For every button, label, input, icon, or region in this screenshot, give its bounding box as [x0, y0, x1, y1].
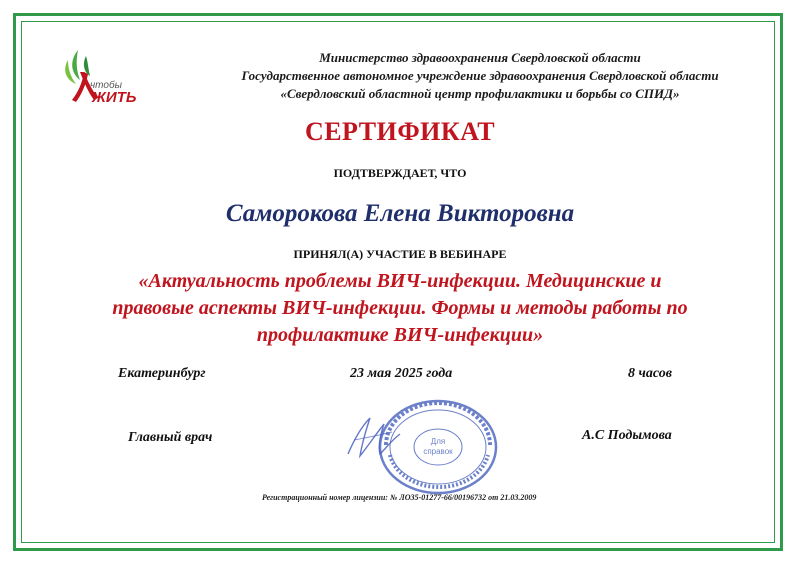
logo-big-text: ЖИТЬ	[92, 89, 137, 106]
header-center: «Свердловский областной центр профилактики и борьбы со СПИД»	[280, 86, 680, 101]
signatory-name: А.С Подымова	[582, 428, 672, 443]
signatory-role: Главный врач	[128, 430, 213, 445]
recipient-name: Саморокова Елена Викторовна	[225, 200, 575, 227]
logo-small-text: чтобы	[90, 80, 122, 91]
stamp-text-2: справок	[423, 447, 453, 456]
city: Екатеринбург	[118, 366, 206, 381]
stamp-text-1: Для	[430, 437, 446, 446]
license-number: Регистрационный номер лицензии: № ЛО35-01277-66/00196732 от 21.03.2009	[262, 493, 537, 502]
signature	[340, 410, 410, 465]
webinar-title-line-1: «Актуальность проблемы ВИЧ-инфекции. Медицинские и	[138, 270, 662, 292]
webinar-title-line-3: профилактике ВИЧ-инфекции»	[256, 324, 544, 346]
certificate-title: СЕРТИФИКАТ	[304, 117, 496, 146]
logo-icon	[60, 42, 155, 107]
header-ministry: Министерство здравоохранения Свердловской области	[319, 50, 641, 65]
hours: 8 часов	[628, 366, 672, 381]
participated-label: ПРИНЯЛ(А) УЧАСТИЕ В ВЕБИНАРЕ	[293, 247, 507, 261]
date: 23 мая 2025 года	[350, 366, 453, 381]
header-institution: Государственное автономное учреждение здравоохранения Свердловской области	[241, 68, 719, 83]
confirms-label: ПОДТВЕРЖДАЕТ, ЧТО	[333, 166, 467, 180]
webinar-title-line-2: правовые аспекты ВИЧ-инфекции. Формы и методы работы по	[112, 297, 688, 319]
